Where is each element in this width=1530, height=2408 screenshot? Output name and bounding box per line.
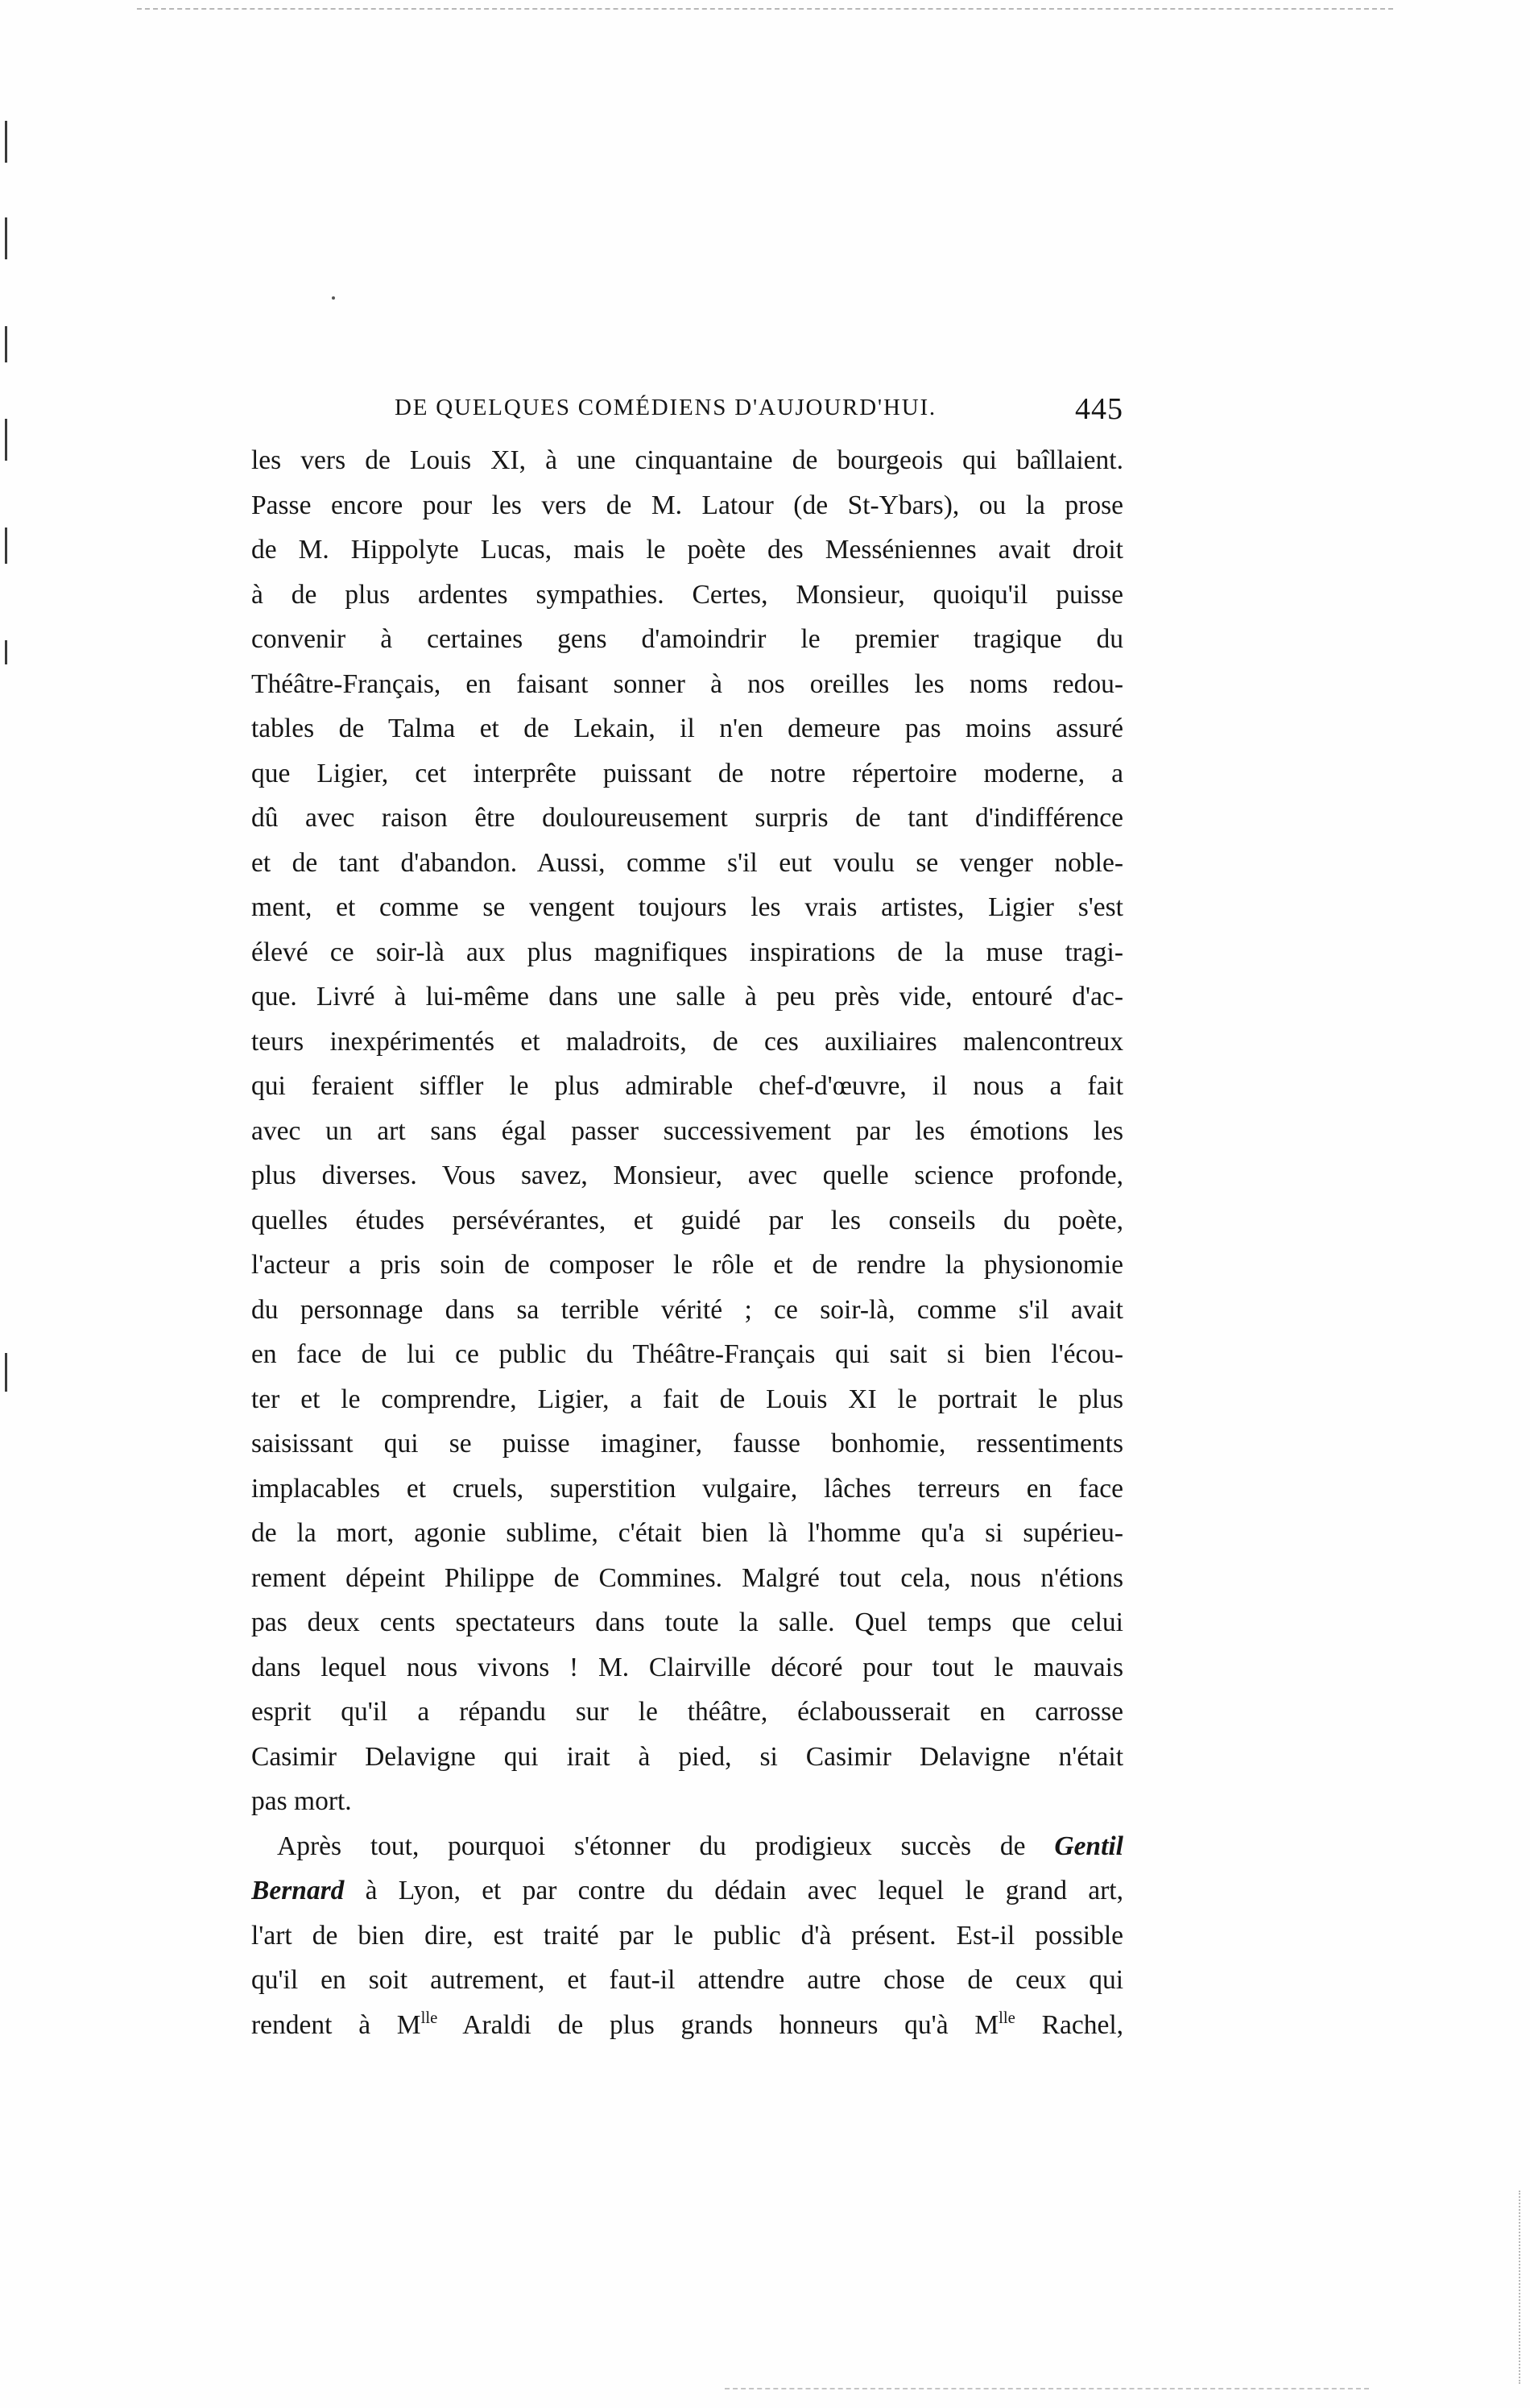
line-text: à Lyon, et par contre du dédain avec lequel le grand art, [344,1876,1123,1905]
text-line: dans lequel nous vivons ! M. Clairville décoré pour tout le mauvais [251,1652,1123,1682]
scan-margin-mark [5,640,7,664]
text-line [251,2003,1123,2048]
text-line: ter et le comprendre, Ligier, a fait de Louis XI le portrait le plus [251,1384,1123,1414]
text-line: Théâtre-Français, en faisant sonner à nos oreilles les noms redou- [251,668,1123,699]
play-title-italic: Bernard [251,1876,345,1905]
scan-top-edge [137,8,1393,10]
text-line: tables de Talma et de Lekain, il n'en demeure pas moins assuré [251,714,1123,743]
scan-margin-mark [5,528,7,564]
text-line: de la mort, agonie sublime, c'était bien là l'homme qu'a si supérieu- [251,1518,1123,1548]
text-line: avec un art sans égal passer successivement par les émotions les [251,1115,1123,1146]
text-line: en face de lui ce public du Théâtre-Français qui sait si bien l'écou- [251,1339,1123,1369]
text-line: teurs inexpérimentés et maladroits, de ces auxiliaires malencontreux [251,1026,1123,1057]
line-text: Rachel, [1015,2009,1123,2040]
scan-margin-mark [5,1353,7,1392]
scan-margin-mark [5,217,7,259]
line-text: Après tout, pourquoi s'étonner du prodigieux succès de [277,1831,1055,1861]
text-line: esprit qu'il a répandu sur le théâtre, éclabousserait en carrosse [251,1697,1123,1727]
text-line: qui feraient siffler le plus admirable chef-d'œuvre, il nous a fait [251,1071,1123,1101]
scan-speck [332,296,335,300]
line-text: Araldi de plus grands honneurs qu'à M [437,2009,999,2040]
text-line: convenir à certaines gens d'amoindrir le premier tragique du [251,624,1123,654]
body-text [251,438,1123,2047]
page-number: 445 [1075,392,1123,426]
text-line: plus diverses. Vous savez, Monsieur, avec quelle science profonde, [251,1161,1123,1190]
scan-margin-mark [5,419,7,461]
text-line: ment, et comme se vengent toujours les vrais artistes, Ligier s'est [251,892,1123,922]
text-line: que. Livré à lui-même dans une salle à peu près vide, entouré d'ac- [251,982,1123,1012]
text-line: l'acteur a pris soin de composer le rôle et de rendre la physionomie [251,1250,1123,1280]
text-line [251,1868,1123,1914]
play-title-italic: Gentil [1054,1831,1123,1861]
text-line: qu'il en soit autrement, et faut-il attendre autre chose de ceux qui [251,1965,1123,1995]
paragraph-2 [251,1824,1123,2048]
text-line: élevé ce soir-là aux plus magnifiques inspirations de la muse tragi- [251,937,1123,967]
text-line: implacables et cruels, superstition vulgaire, lâches terreurs en face [251,1473,1123,1504]
superscript: lle [999,2008,1015,2027]
text-line: les vers de Louis XI, à une cinquantaine de bourgeois qui baîllaient. [251,445,1123,475]
text-line: et de tant d'abandon. Aussi, comme s'il eut voulu se venger noble- [251,847,1123,878]
paragraph-1 [251,438,1123,1824]
text-line: Casimir Delavigne qui irait à pied, si Casimir Delavigne n'était [251,1741,1123,1772]
running-head-title: DE QUELQUES COMÉDIENS D'AUJOURD'HUI. [395,395,937,420]
text-line: saisissant qui se puisse imaginer, fausse bonhomie, ressentiments [251,1429,1123,1458]
text-line: de M. Hippolyte Lucas, mais le poète des Messéniennes avait droit [251,535,1123,565]
scan-margin-mark [5,326,7,362]
text-line: à de plus ardentes sympathies. Certes, Monsieur, quoiqu'il puisse [251,579,1123,610]
text-line: dû avec raison être douloureusement surpris de tant d'indifférence [251,803,1123,833]
line-text: rendent à M [251,2009,421,2040]
text-line: que Ligier, cet interprête puissant de notre répertoire moderne, a [251,758,1123,788]
scan-edge-mark [1519,2191,1523,2384]
text-line: pas deux cents spectateurs dans toute la salle. Quel temps que celui [251,1607,1123,1637]
scan-bottom-edge [725,2388,1369,2389]
text-line [251,1824,1123,1869]
text-line: Passe encore pour les vers de M. Latour (de St-Ybars), ou la prose [251,490,1123,520]
running-head [395,391,1123,428]
text-line: pas mort. [251,1786,352,1816]
superscript: lle [420,2008,438,2027]
scan-margin-mark [5,121,7,163]
text-line: quelles études persévérantes, et guidé par les conseils du poète, [251,1205,1123,1235]
text-line: l'art de bien dire, est traité par le public d'à présent. Est-il possible [251,1920,1123,1951]
text-line: du personnage dans sa terrible vérité ; ce soir-là, comme s'il avait [251,1294,1123,1325]
text-line: rement dépeint Philippe de Commines. Malgré tout cela, nous n'étions [251,1562,1123,1593]
